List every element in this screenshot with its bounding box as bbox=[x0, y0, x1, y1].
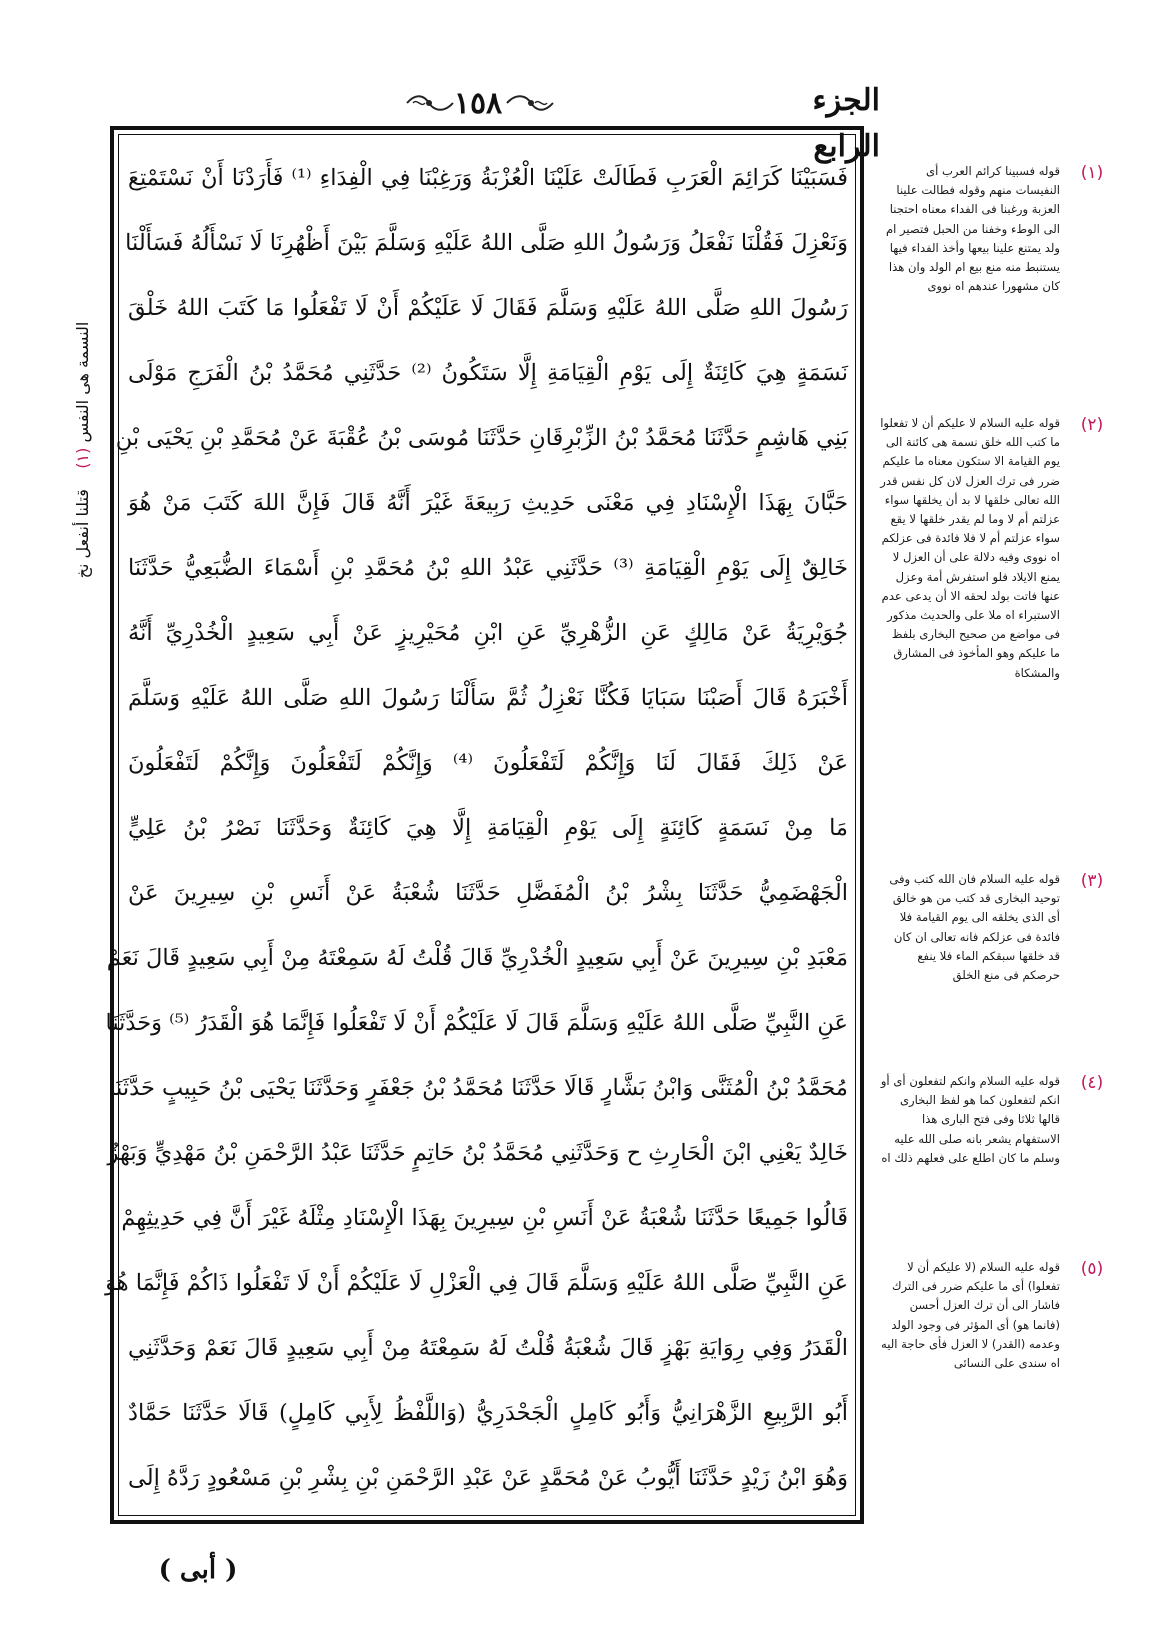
text-line: وَنَعْزِلَ فَقُلْنَا نَفْعَلُ وَرَسُولُ اللهِ صَلَّى اللهُ عَلَيْهِ وَسَلَّمَ بَيْنَ أَظْهُرِنَا لَا نَسْأَلُهُ فَسَأَلْنَا bbox=[125, 230, 848, 256]
text-line: مَعْبَدِ بْنِ سِيرِينَ عَنْ أَبِي سَعِيدٍ الْخُدْرِيِّ قَالَ قُلْتُ لَهُ سَمِعْتَهُ مِنْ أَبِي سَعِيدٍ قَالَ نَعَمْ bbox=[106, 945, 848, 971]
margin-note bbox=[880, 1256, 1110, 1456]
text-line: جُوَيْرِيَةُ عَنْ مَالِكٍ عَنِ الزُّهْرِيِّ عَنِ ابْنِ مُحَيْرِيزٍ عَنْ أَبِي سَعِيدٍ الْخُدْرِيِّ أَنَّهُ bbox=[128, 620, 848, 646]
text-line: وَهُوَ ابْنُ زَيْدٍ حَدَّثَنَا أَيُّوبُ عَنْ مُحَمَّدٍ عَنْ عَبْدِ الرَّحْمَنِ بْنِ بِشْرِ بْنِ مَسْعُودٍ رَدَّهُ إِلَى bbox=[128, 1465, 848, 1491]
text-line: عَنِ النَّبِيِّ صَلَّى اللهُ عَلَيْهِ وَسَلَّمَ قَالَ فِي الْعَزْلِ لَا عَلَيْكُمْ أَنْ لَا تَفْعَلُوا ذَاكُمْ فَإِنَّمَا هُوَ bbox=[105, 1270, 848, 1296]
margin-note bbox=[880, 1070, 1110, 1220]
text-line: خَالِدٌ يَعْنِي ابْنَ الْحَارِثِ ح وَحَدَّثَنِي مُحَمَّدُ بْنُ حَاتِمٍ حَدَّثَنَا عَبْدُ الرَّحْمَنِ بْنُ مَهْدِيٍّ وَبَهْزٌ bbox=[107, 1140, 848, 1166]
text-line: الْقَدَرُ وَفِي رِوَايَةِ بَهْزٍ قَالَ شُعْبَةُ قُلْتُ لَهُ سَمِعْتَهُ مِنْ أَبِي سَعِيدٍ قَالَ نَعَمْ وَحَدَّثَنِي bbox=[128, 1335, 848, 1361]
note-text: قوله عليه السلام (لا عليكم أن لا تفعلوا) أى ما عليكم ضرر فى الترك فاشار الى أن ترك العزل أحسن (فانما هو) أى المؤثر فى وجود الولد وعدمه (القدر) لا العزل فأى حاجة اليه اه سندى على النسائى bbox=[881, 1260, 1060, 1371]
page-number: ١٥٨ bbox=[453, 86, 503, 121]
margin-note bbox=[880, 160, 1110, 390]
right-ornament bbox=[505, 92, 555, 114]
text-line: عَنِ النَّبِيِّ صَلَّى اللهُ عَلَيْهِ وَسَلَّمَ قَالَ لَا عَلَيْكُمْ أَنْ لَا تَفْعَلُوا فَإِنَّمَا هُوَ الْقَدَرُ ⁽⁵⁾ وَحَدَّثَنَا bbox=[105, 1010, 848, 1036]
note-marker: (٣) bbox=[1080, 871, 1104, 891]
text-line: مَا مِنْ نَسَمَةٍ كَائِنَةٍ إِلَى يَوْمِ الْقِيَامَةِ إِلَّا هِيَ كَائِنَةٌ وَحَدَّثَنَا نَصْرُ بْنُ عَلِيٍّ bbox=[128, 815, 848, 841]
note-text: قوله فسبينا كرائم العرب أى النفيسات منهم وقوله فطالت علينا العزبة ورغبنا فى الفداء معناه احتجنا الى الوطء وخفنا من الحبل فتصير ام ولد يمتنع علينا بيعها وأخذ الفداء فيها يستنبط منه منع بيع ام الولد وان هذا كان مشهورا عندهم اه نووى bbox=[885, 164, 1060, 294]
text-line: أَخْبَرَهُ قَالَ أَصَبْنَا سَبَايَا فَكُنَّا نَعْزِلُ ثُمَّ سَأَلْنَا رَسُولَ اللهِ صَلَّى اللهُ عَلَيْهِ وَسَلَّمَ bbox=[128, 685, 848, 711]
note-text: قوله عليه السلام لا عليكم أن لا تفعلوا ما كتب الله خلق نسمة هى كائنة الى يوم القيامة الا ستكون معناه ما عليكم ضرر فى ترك العزل لان كل نفس قدر الله تعالى خلقها لا بد أن يخلقها سواء عزلتم أم لا وما لم يقدر خلقها لا يقع سواء عزلتم أم لا فلا فائدة فى عزلكم اه نووى وفيه دلالة على أن العزل لا يمنع الايلاد فلو استفرش أمة وعزل عنها فاتت بولد لحقه الا أن يدعى عدم الاستبراء اه ملا على والحديث مذكور فى مواضع من صحيح البخارى بلفظ ما عليكم وهو المأخوذ فى المشارق والمشكاة bbox=[880, 416, 1060, 680]
side-note-text: النسمة هى النفس bbox=[73, 321, 92, 443]
catchword: ( أبى ) bbox=[158, 1555, 238, 1585]
note-text: قوله عليه السلام وانكم لتفعلون أى أو انكم لتفعلون كما هو لفظ البخارى قالها ثلاثا وفى فتح البارى هذا الاستفهام يشعر بانه صلى الله عليه وسلم ما كان اطلع على فعلهم ذلك اه bbox=[880, 1074, 1060, 1165]
text-line: أَبُو الرَّبِيعِ الزَّهْرَانِيُّ وَأَبُو كَامِلٍ الْجَحْدَرِيُّ (وَاللَّفْظُ لِأَبِي كَامِلٍ) قَالَا حَدَّثَنَا حَمَّادٌ bbox=[128, 1400, 848, 1426]
note-marker: (١) bbox=[1080, 163, 1104, 183]
side-note-extra: قتلنا أنفعل نخ bbox=[73, 489, 92, 579]
margin-note bbox=[880, 868, 1110, 1068]
text-line: حَبَّانَ بِهَذَا الْإِسْنَادِ فِي مَعْنَى حَدِيثِ رَبِيعَةَ غَيْرَ أَنَّهُ قَالَ فَإِنَّ اللهَ كَتَبَ مَنْ هُوَ bbox=[128, 490, 848, 516]
note-text: قوله عليه السلام فان الله كتب وفى توحيد البخارى قد كتب من هو خالق أى الذى يخلقه الى يوم القيامة فلا فائدة فى عزلكم فانه تعالى ان كان قد خلقها سبقكم الماء فلا ينفع حرصكم فى منع الخلق bbox=[889, 872, 1060, 983]
margin-note bbox=[880, 412, 1110, 862]
text-line: رَسُولَ اللهِ صَلَّى اللهُ عَلَيْهِ وَسَلَّمَ فَقَالَ لَا عَلَيْكُمْ أَنْ لَا تَفْعَلُوا مَا كَتَبَ اللهُ خَلْقَ bbox=[128, 295, 848, 321]
margin-notes bbox=[880, 150, 1110, 1450]
part-title: الجزء الرابع bbox=[812, 83, 880, 164]
text-line: قَالُوا جَمِيعًا حَدَّثَنَا شُعْبَةُ عَنْ أَنَسِ بْنِ سِيرِينَ بِهَذَا الْإِسْنَادِ مِثْلَهُ غَيْرَ أَنَّ فِي حَدِيثِهِمْ bbox=[121, 1205, 848, 1231]
text-line: مُحَمَّدُ بْنُ الْمُثَنَّى وَابْنُ بَشَّارٍ قَالَا حَدَّثَنَا مُحَمَّدُ بْنُ جَعْفَرٍ وَحَدَّثَنَا يَحْيَى بْنُ حَبِيبٍ حَدَّثَنَا bbox=[109, 1075, 848, 1101]
note-marker: (٥) bbox=[1080, 1259, 1104, 1279]
note-marker: (٢) bbox=[1080, 415, 1104, 435]
text-line: عَنْ ذَلِكَ فَقَالَ لَنَا وَإِنَّكُمْ لَتَفْعَلُونَ ⁽⁴⁾ وَإِنَّكُمْ لَتَفْعَلُونَ وَإِنَّكُمْ لَتَفْعَلُونَ bbox=[128, 750, 848, 776]
text-line: الْجَهْضَمِيُّ حَدَّثَنَا بِشْرُ بْنُ الْمُفَضَّلِ حَدَّثَنَا شُعْبَةُ عَنْ أَنَسِ بْنِ سِيرِينَ عَنْ bbox=[128, 880, 848, 906]
note-marker: (٤) bbox=[1080, 1073, 1104, 1093]
text-line: نَسَمَةٍ هِيَ كَائِنَةٌ إِلَى يَوْمِ الْقِيَامَةِ إِلَّا سَتَكُونُ ⁽²⁾ حَدَّثَنِي مُحَمَّدُ بْنُ الْفَرَجِ مَوْلَى bbox=[128, 360, 848, 386]
text-line: فَسَبَيْنَا كَرَائِمَ الْعَرَبِ فَطَالَتْ عَلَيْنَا الْعُزْبَةُ وَرَغِبْنَا فِي الْفِدَاءِ ⁽¹⁾ فَأَرَدْنَا أَنْ نَسْتَمْتِعَ bbox=[128, 165, 848, 191]
side-note bbox=[70, 140, 96, 760]
text-line: خَالِقٌ إِلَى يَوْمِ الْقِيَامَةِ ⁽³⁾ حَدَّثَنِي عَبْدُ اللهِ بْنُ مُحَمَّدِ بْنِ أَسْمَاءَ الضُّبَعِيُّ حَدَّثَنَا bbox=[128, 555, 848, 581]
side-note-marker: (١) bbox=[73, 447, 92, 469]
text-line: بَنِي هَاشِمٍ حَدَّثَنَا مُحَمَّدُ بْنُ الزِّبْرِقَانِ حَدَّثَنَا مُوسَى بْنُ عُقْبَةَ عَنْ مُحَمَّدِ بْنِ يَحْيَى بْنِ bbox=[115, 425, 848, 451]
main-text bbox=[105, 146, 848, 1512]
